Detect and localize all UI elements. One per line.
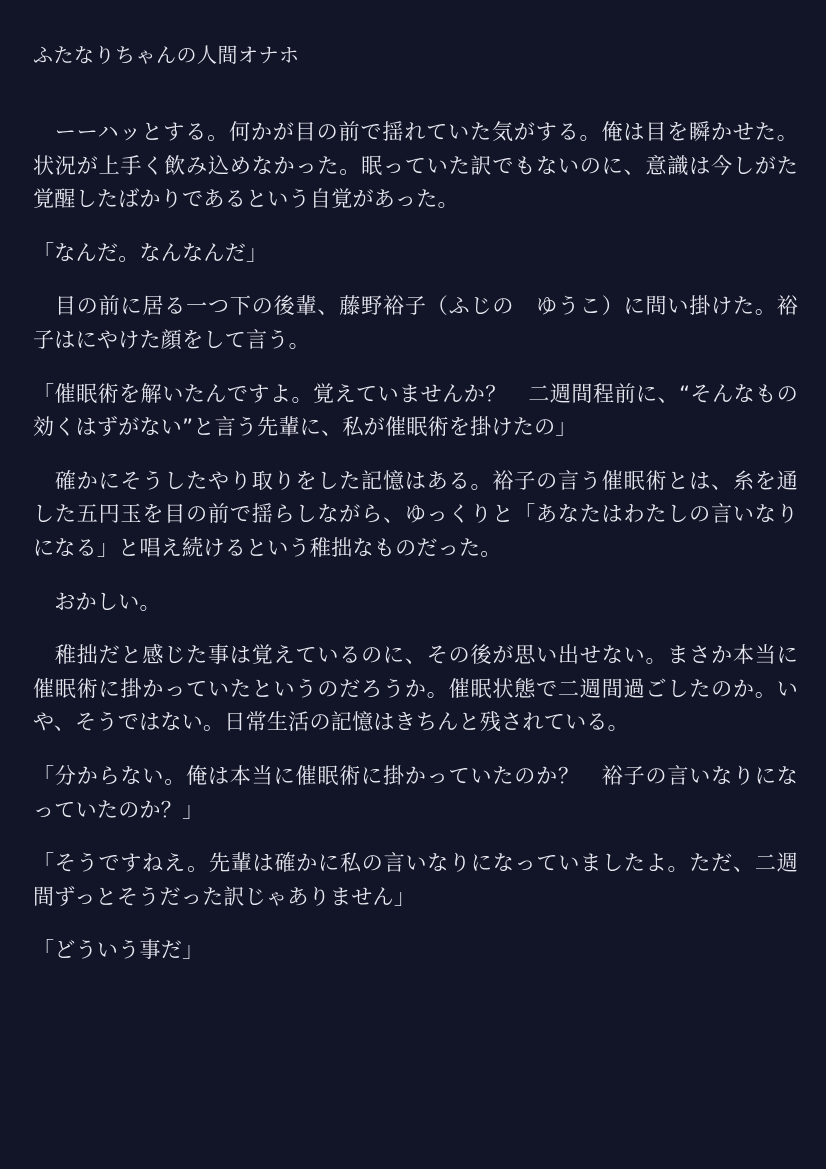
story-paragraph: 「そうですねえ。先輩は確かに私の言いなりになっていましたよ。ただ、二週間ずっとそうだった訳じゃありません」 [33, 851, 798, 909]
story-paragraph: 「分からない。俺は本当に催眠術に掛かっていたのか？ 裕子の言いなりになっていたのか？」 [33, 763, 798, 822]
story-paragraph: 「どういう事だ」 [33, 938, 204, 963]
story-paragraph: 「なんだ。なんなんだ」 [33, 240, 268, 265]
story-paragraph: 「催眠術を解いたんですよ。覚えていませんか？ 二週間程前に、“そんなもの効くはずがない”と言う先輩に、私が催眠術を掛けたの」 [33, 381, 798, 440]
story-paragraph: 確かにそうしたやり取りをした記憶はある。裕子の言う催眠術とは、糸を通した五円玉を目の前で揺らしながら、ゆっくりと「あなたはわたしの言いなりになる」と唱え続けるという稚拙なものだった。 [33, 468, 798, 560]
story-paragraph: 稚拙だと感じた事は覚えているのに、その後が思い出せない。まさか本当に催眠術に掛かっていたというのだろうか。催眠状態で二週間過ごしたのか。いや、そうではない。日常生活の記憶はきちんと残されている。 [33, 643, 798, 735]
story-paragraph: ーーハッとする。何かが目の前で揺れていた気がする。俺は目を瞬かせた。状況が上手く飲み込めなかった。眠っていた訳でもないのに、意識は今しがた覚醒したばかりであるという自覚があった。 [33, 120, 798, 212]
story-content [33, 116, 798, 968]
story-paragraph: おかしい。 [33, 589, 161, 614]
story-paragraph: 目の前に居る一つ下の後輩、藤野裕子（ふじの ゆうこ）に問い掛けた。裕子はにやけた顔をして言う。 [33, 294, 798, 352]
page-title: ふたなりちゃんの人間オナホ [33, 43, 300, 67]
